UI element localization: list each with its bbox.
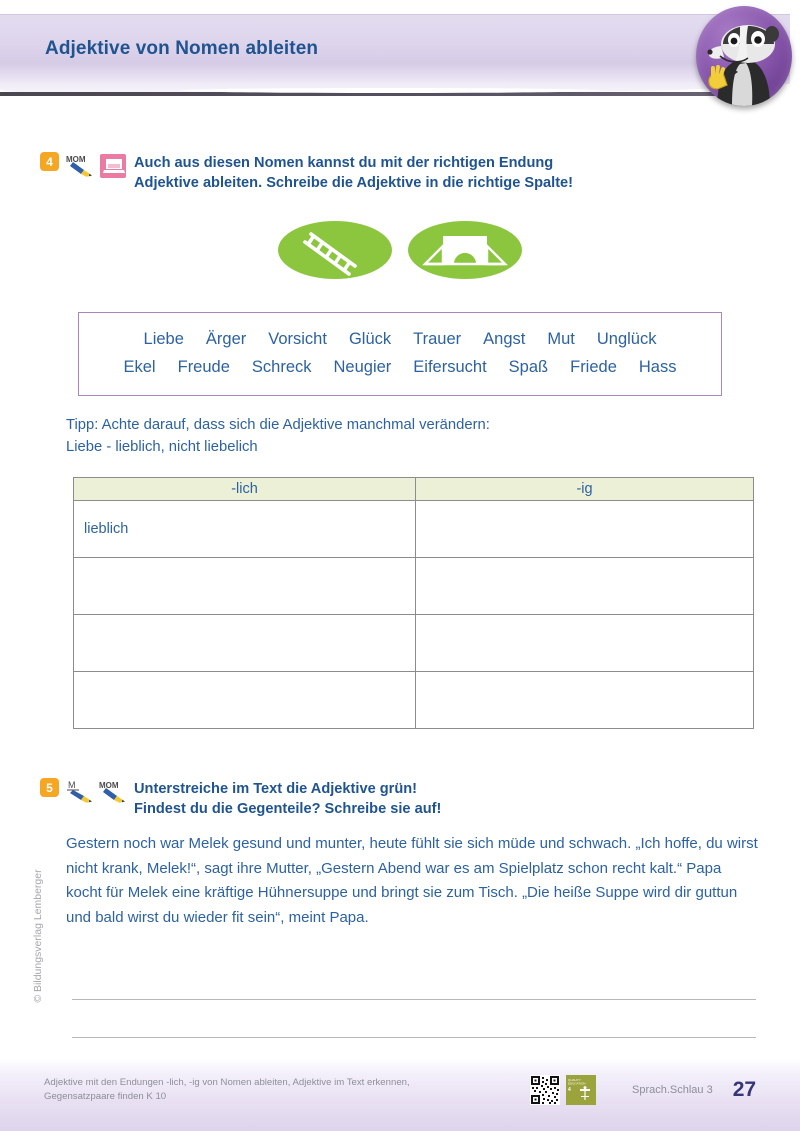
word-bank-row-1 (95, 325, 705, 353)
svg-text:M: M (68, 780, 76, 790)
table-header-lich: -lich (74, 478, 416, 501)
exercise-5 (40, 778, 760, 819)
svg-text:4: 4 (568, 1087, 571, 1093)
word-bank-word: Hass (638, 358, 677, 377)
word-bank-word: Trauer (413, 330, 462, 348)
footer-icon-group (530, 1075, 596, 1105)
word-bank-word: Eifersucht (413, 358, 487, 377)
table-row (74, 615, 754, 672)
table-cell-lich[interactable] (74, 615, 416, 672)
word-bank-word: Neugier (333, 358, 392, 377)
word-bank-row-2 (95, 353, 705, 381)
exercise-5-instruction (134, 778, 441, 819)
table-cell-lich[interactable]: lieblich (74, 501, 416, 558)
exercise-4-instruction-line1: Auch aus diesen Nomen kannst du mit der richtigen Endung (134, 155, 554, 171)
copyright-text: © Bildungsverlag Lemberger (32, 869, 44, 1003)
word-bank (78, 312, 722, 396)
exercise-4-header (40, 152, 760, 193)
ladder-icon (277, 220, 393, 280)
story-text: Gestern noch war Melek gesund und munter, heute fühlt sie sich müde und schwach. „Ich hoffe, du wirst nicht krank, Melek!“, sagt ihre Mutter, „Gestern Abend war es am Spielplatz schon recht kalt.“ Papa kocht für Melek eine kräftige Hühnersuppe und bringt sie zum Tisch. „Die heiße Suppe wird dir guttun und bald wirst du wieder fit sein“, meint Papa. (66, 835, 758, 926)
footer-series-label: Sprach.Schlau 3 (632, 1084, 713, 1096)
answer-line[interactable] (72, 962, 756, 1000)
word-bank-word: Spaß (508, 358, 549, 377)
exercise-4-instruction-line2: Adjektive ableiten. Schreibe die Adjektive in die richtige Spalte! (134, 175, 574, 192)
exercise-5-icon-group (65, 778, 128, 803)
word-bank-word: Vorsicht (268, 330, 327, 348)
exercise-5-header (40, 778, 760, 819)
word-bank-word: Liebe (143, 330, 184, 348)
table-cell-lich[interactable] (74, 558, 416, 615)
table-row (74, 501, 754, 558)
table-header-row (74, 478, 754, 501)
footer-description-line2: Gegensatzpaare finden K 10 (44, 1091, 167, 1102)
footer-description (44, 1076, 524, 1104)
adjective-sorting-table (73, 477, 754, 729)
page-header (0, 0, 800, 112)
exercise-4-number-badge: 4 (40, 152, 59, 171)
worksheet-card-icon (98, 153, 128, 179)
pencil-icon (65, 153, 95, 177)
exercise-4-instruction (134, 152, 573, 193)
table-cell-ig[interactable] (416, 672, 754, 729)
table-cell-lich[interactable] (74, 672, 416, 729)
word-bank-word: Freude (177, 358, 230, 377)
word-bank-word: Angst (483, 330, 526, 348)
pencil-underline-icon (65, 779, 95, 803)
svg-text:QUALITY: QUALITY (568, 1078, 581, 1082)
answer-line[interactable] (72, 1000, 756, 1038)
svg-text:MOM: MOM (99, 781, 119, 790)
table-cell-ig[interactable] (416, 501, 754, 558)
header-divider-rule (0, 92, 740, 96)
sdg-quality-education-icon (566, 1075, 596, 1105)
answer-lines (72, 962, 756, 1038)
tip-line-1: Tipp: Achte darauf, dass sich die Adjektive manchmal verändern: (66, 417, 490, 433)
exercise-5-number-badge: 5 (40, 778, 59, 797)
tip-line-2: Liebe - lieblich, nicht liebelich (66, 439, 258, 456)
word-bank-word: Glück (348, 330, 392, 348)
exercise-4-icon-group (65, 152, 128, 179)
word-bank-word: Ärger (205, 330, 247, 348)
word-bank-word: Mut (547, 330, 575, 348)
table-header-ig: -ig (416, 478, 754, 501)
word-bank-word: Unglück (596, 330, 657, 348)
bridge-icon (407, 220, 523, 280)
word-bank-word: Ekel (123, 358, 156, 377)
badger-mascot-waving-icon (696, 6, 792, 106)
svg-text:EDUCATION: EDUCATION (568, 1081, 586, 1086)
exercise-4-symbols (0, 220, 800, 280)
exercise-5-instruction-line2: Findest du die Gegenteile? Schreibe sie auf! (134, 801, 442, 818)
footer-description-line1: Adjektive mit den Endungen -lich, -ig von Nomen ableiten, Adjektive im Text erkennen, (44, 1077, 410, 1089)
pencil-icon (98, 779, 128, 803)
qr-code-icon[interactable] (530, 1075, 560, 1105)
tip-text (66, 414, 490, 458)
table-row (74, 558, 754, 615)
svg-text:MOM: MOM (66, 155, 86, 164)
table-cell-ig[interactable] (416, 558, 754, 615)
page-number: 27 (732, 1078, 757, 1101)
word-bank-word: Friede (570, 358, 617, 377)
word-bank-word: Schreck (251, 358, 312, 377)
table-row (74, 672, 754, 729)
exercise-5-instruction-line1: Unterstreiche im Text die Adjektive grün! (134, 781, 418, 797)
table-cell-ig[interactable] (416, 615, 754, 672)
page-title: Adjektive von Nomen ableiten (45, 38, 319, 59)
exercise-4 (40, 152, 760, 193)
page-footer (0, 1059, 800, 1131)
